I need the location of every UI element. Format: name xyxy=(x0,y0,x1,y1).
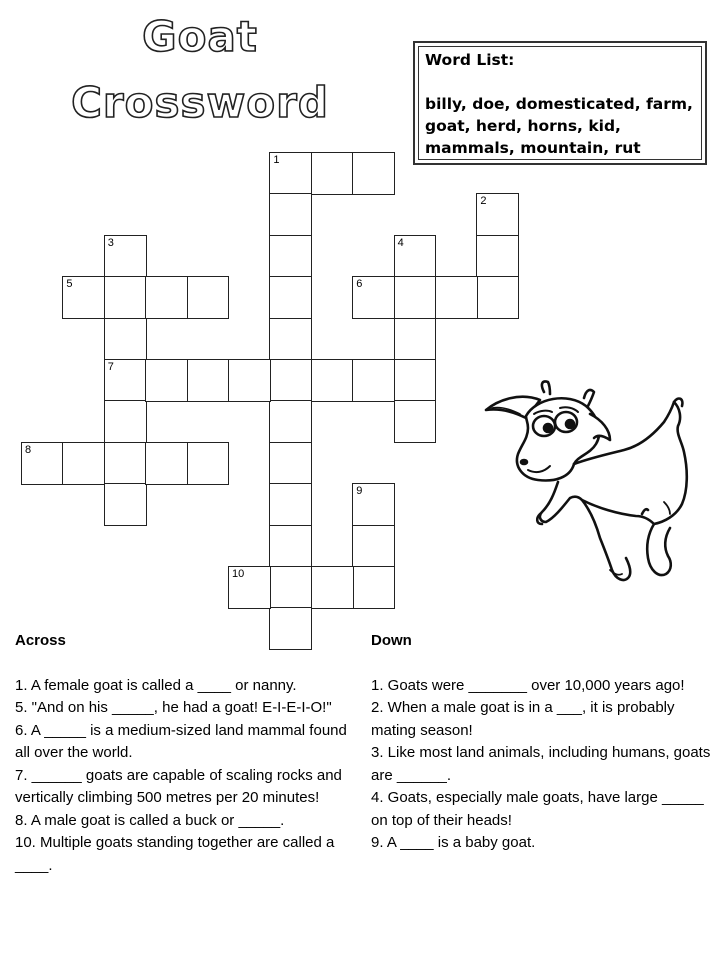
grid-cell[interactable] xyxy=(269,235,312,278)
grid-cell[interactable] xyxy=(187,442,230,485)
grid-cell[interactable] xyxy=(435,276,478,319)
clue-number: 10 xyxy=(232,568,245,580)
grid-cell[interactable] xyxy=(476,193,519,236)
across-heading: Across xyxy=(15,632,66,649)
grid-cell[interactable] xyxy=(269,318,312,361)
clue-number: 5 xyxy=(66,278,73,291)
down-clue-3: 3. Like most land animals, including humans, goats are ______. xyxy=(371,744,711,784)
grid-cell[interactable] xyxy=(145,442,188,485)
grid-cell[interactable] xyxy=(476,276,519,319)
grid-cell[interactable] xyxy=(476,235,519,278)
down-clue-2: 2. When a male goat is in a ___, it is probably mating season! xyxy=(371,699,675,739)
clue-number: 4 xyxy=(397,236,404,249)
grid-cell[interactable] xyxy=(269,483,312,526)
grid-cell[interactable] xyxy=(187,276,230,319)
grid-cell[interactable] xyxy=(394,276,437,319)
grid-cell[interactable] xyxy=(352,566,395,609)
grid-cell[interactable] xyxy=(352,483,395,526)
grid-cell[interactable] xyxy=(352,525,395,568)
grid-cell[interactable] xyxy=(228,359,271,402)
grid-cell[interactable] xyxy=(104,235,147,278)
clue-number: 9 xyxy=(356,485,363,498)
grid-cell[interactable] xyxy=(104,483,147,526)
grid-cell[interactable] xyxy=(269,400,312,443)
page-title-line-2: Crossword xyxy=(71,78,329,127)
grid-cell[interactable] xyxy=(394,359,437,402)
grid-cell[interactable] xyxy=(311,359,354,402)
word-list-box xyxy=(413,41,707,165)
clue-number: 2 xyxy=(480,195,487,208)
page-title-line-1: Goat xyxy=(142,12,258,61)
across-clue-7: 7. ______ goats are capable of scaling rocks and vertically climbing 500 metres per 20 minutes! xyxy=(15,766,342,806)
clue-number: 7 xyxy=(107,361,114,373)
down-clue-4: 4. Goats, especially male goats, have large _____ on top of their heads! xyxy=(371,789,704,829)
grid-cell[interactable] xyxy=(104,442,147,485)
grid-cell[interactable] xyxy=(269,276,312,319)
down-heading: Down xyxy=(371,632,412,649)
grid-cell[interactable] xyxy=(352,276,395,319)
grid-cell[interactable] xyxy=(269,566,312,609)
grid-cell[interactable] xyxy=(269,442,312,485)
grid-cell[interactable] xyxy=(394,400,437,443)
grid-cell[interactable] xyxy=(104,359,147,402)
word-list-heading: Word List: xyxy=(425,51,515,69)
grid-cell[interactable] xyxy=(145,276,188,319)
word-list-words: billy, doe, domesticated, farm, goat, herd, horns, kid, mammals, mountain, rut xyxy=(425,95,693,157)
clue-number: 3 xyxy=(107,236,114,249)
grid-cell[interactable] xyxy=(269,359,312,402)
grid-cell[interactable] xyxy=(394,235,437,278)
across-clue-6: 6. A _____ is a medium-sized land mammal found all over the world. xyxy=(15,721,347,761)
grid-cell[interactable] xyxy=(62,442,105,485)
grid-cell[interactable] xyxy=(311,152,354,195)
across-clues xyxy=(15,630,350,877)
across-clue-8: 8. A male goat is called a buck or _____. xyxy=(15,811,285,829)
grid-cell[interactable] xyxy=(62,276,105,319)
grid-cell[interactable] xyxy=(104,276,147,319)
clue-number: 6 xyxy=(356,278,363,291)
grid-cell[interactable] xyxy=(228,566,271,609)
grid-cell[interactable] xyxy=(394,318,437,361)
grid-cell[interactable] xyxy=(269,193,312,236)
grid-cell[interactable] xyxy=(269,152,312,195)
grid-cell[interactable] xyxy=(352,359,395,402)
clue-number: 1 xyxy=(273,154,280,166)
goat-illustration xyxy=(478,378,708,588)
grid-cell[interactable] xyxy=(104,318,147,361)
across-clue-1: 1. A female goat is called a ____ or nanny. xyxy=(15,676,297,694)
across-clue-5: 5. "And on his _____, he had a goat! E-I-E-I-O!" xyxy=(15,699,332,716)
down-clue-1: 1. Goats were _______ over 10,000 years ago! xyxy=(371,676,685,694)
clue-number: 8 xyxy=(25,443,32,456)
down-clues xyxy=(371,630,716,855)
grid-cell[interactable] xyxy=(269,525,312,568)
across-clue-10: 10. Multiple goats standing together are called a ____. xyxy=(15,834,335,874)
down-clue-9: 9. A ____ is a baby goat. xyxy=(371,834,536,851)
grid-cell[interactable] xyxy=(187,359,230,402)
grid-cell[interactable] xyxy=(21,442,64,485)
grid-cell[interactable] xyxy=(352,152,395,195)
grid-cell[interactable] xyxy=(104,400,147,443)
grid-cell[interactable] xyxy=(311,566,354,609)
grid-cell[interactable] xyxy=(145,359,188,402)
